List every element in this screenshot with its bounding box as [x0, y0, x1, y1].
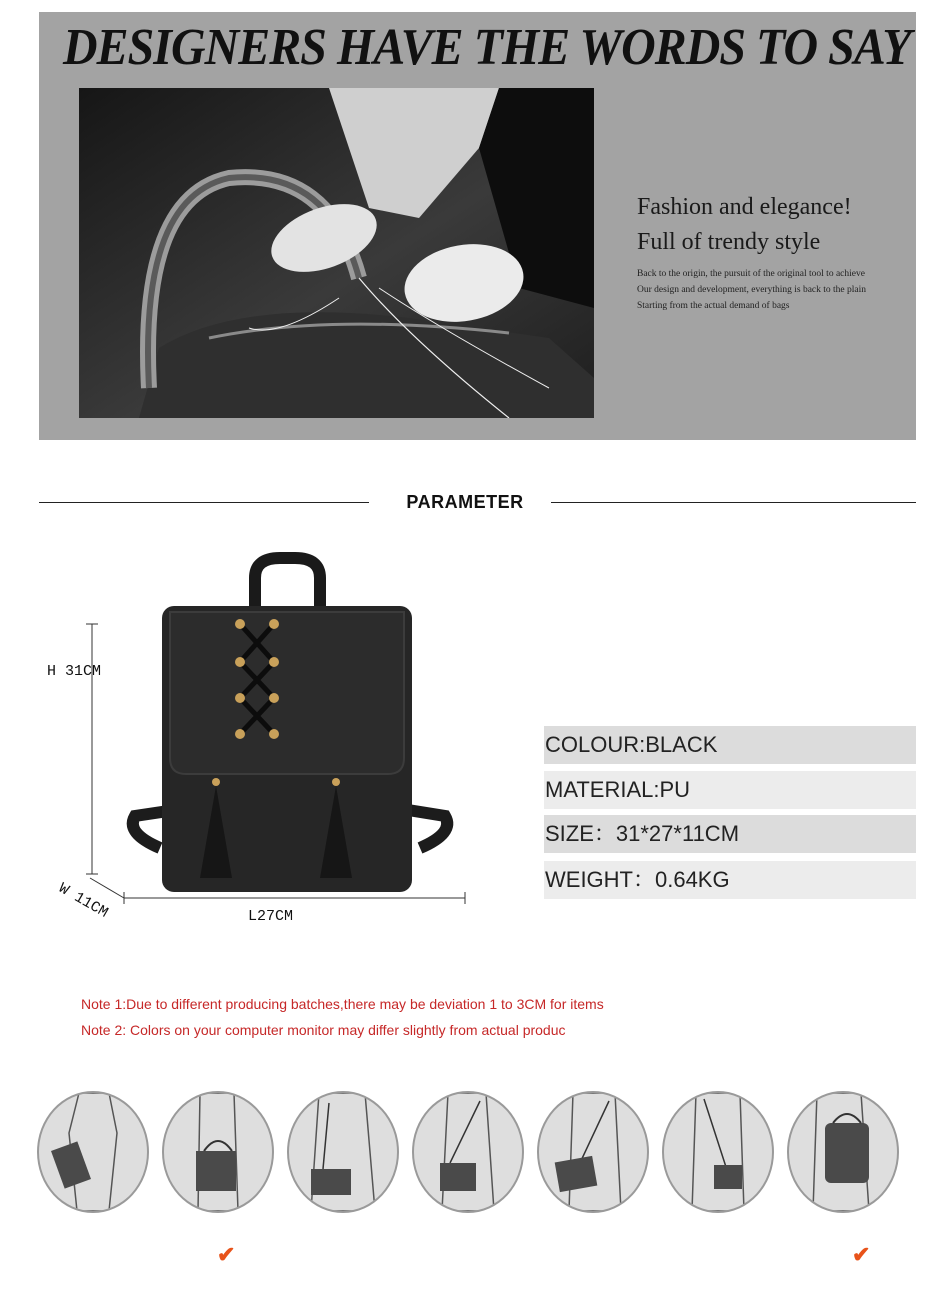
tagline-headline: Fashion and elegance!: [637, 194, 852, 220]
length-dimension-label: L27CM: [248, 908, 294, 925]
recommended-check-icon: ✔: [852, 1242, 871, 1267]
recommended-check-icon: ✔: [217, 1242, 236, 1267]
crossbody-side-icon: [537, 1091, 649, 1213]
backpack-icon: [787, 1091, 899, 1213]
tagline-description: Our design and development, everything is back to the plain: [637, 285, 866, 295]
banner-title: DESIGNERS HAVE THE WORDS TO SAY: [63, 19, 911, 76]
spec-material: MATERIAL:PU: [544, 771, 916, 809]
note-color-difference: Note 2: Colors on your computer monitor may differ slightly from actual produc: [81, 1022, 566, 1038]
crossbody-back-icon: [662, 1091, 774, 1213]
handle-carry-icon: [162, 1091, 274, 1213]
shoulder-carry-icon: [287, 1091, 399, 1213]
crossbody-front-icon: [412, 1091, 524, 1213]
divider-line: [39, 502, 369, 503]
spec-weight: WEIGHT：0.64KG: [544, 861, 916, 899]
bag-dimension-diagram: [40, 548, 480, 938]
craftsman-stitching-photo: [79, 88, 594, 418]
designer-banner: [39, 12, 916, 440]
spec-size: SIZE：31*27*11CM: [544, 815, 916, 853]
parameter-heading: PARAMETER: [406, 492, 524, 512]
note-deviation: Note 1:Due to different producing batches,there may be deviation 1 to 3CM for items: [81, 996, 604, 1012]
tagline-description: Starting from the actual demand of bags: [637, 301, 790, 311]
hand-carry-icon: [37, 1091, 149, 1213]
backpack-illustration: [40, 548, 480, 938]
tagline-block: [637, 190, 917, 314]
tagline-description: Back to the origin, the pursuit of the original tool to achieve: [637, 269, 865, 279]
divider-line: [551, 502, 916, 503]
tagline-subheadline: Full of trendy style: [637, 229, 821, 255]
spec-colour: COLOUR:BLACK: [544, 726, 916, 764]
width-dimension-label: W 11CM: [55, 880, 111, 922]
height-dimension-label: H 31CM: [47, 663, 102, 680]
